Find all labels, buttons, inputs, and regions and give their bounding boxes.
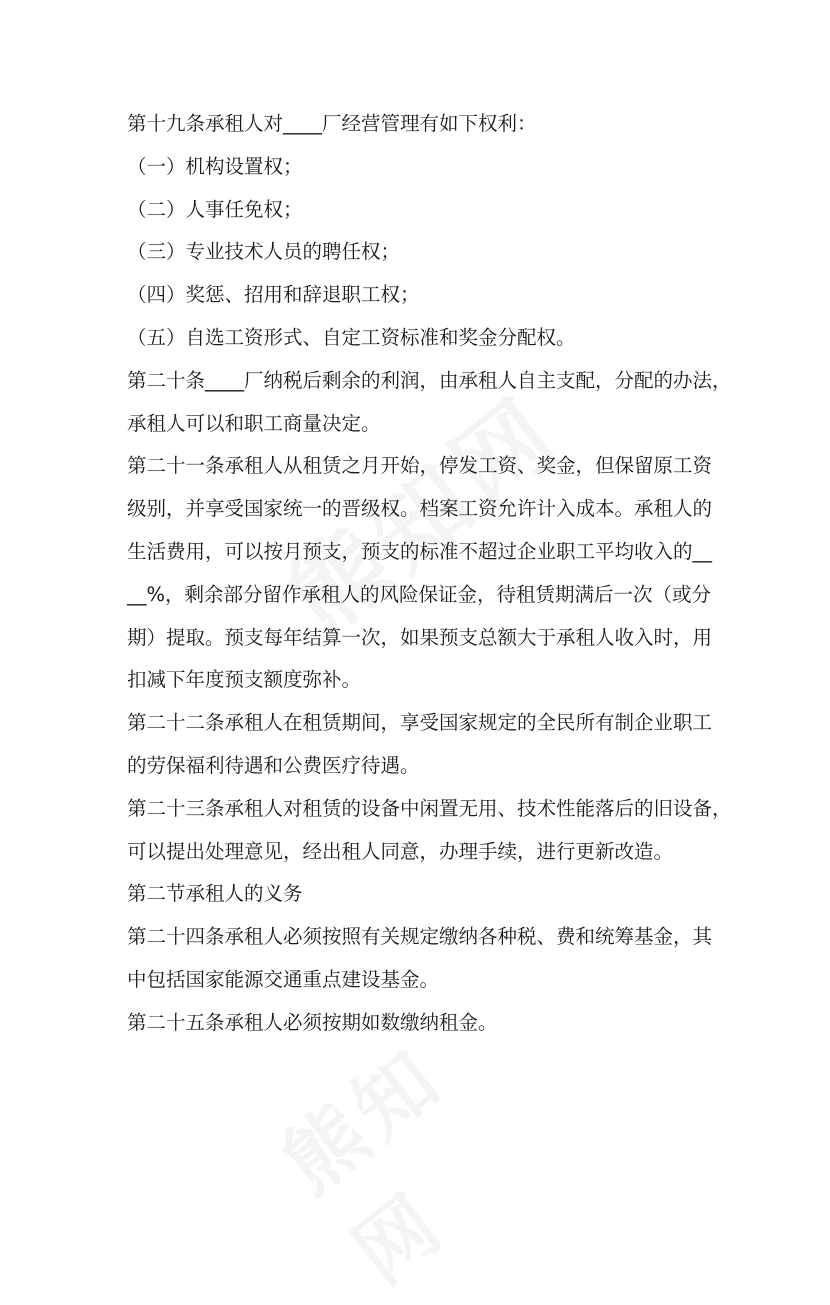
section-heading: 第二节承租人的义务	[127, 882, 303, 906]
article-21-line: 生活费用，可以按月预支，预支的标准不超过企业职工平均收入的__	[127, 539, 713, 563]
list-item: （一）机构设置权；	[127, 154, 303, 178]
article-21-line: __%，剩余部分留作承租人的风险保证金，待租赁期满后一次（或分	[127, 582, 712, 606]
article-21-line: 级别，并享受国家统一的晋级权。档案工资允许计入成本。承租人的	[127, 497, 713, 521]
article-23-line: 第二十三条承租人对租赁的设备中闲置无用、技术性能落后的旧设备，	[127, 796, 732, 820]
article-24-line: 第二十四条承租人必须按照有关规定缴纳各种税、费和统筹基金，其	[127, 925, 713, 949]
article-24-line: 中包括国家能源交通重点建设基金。	[127, 967, 440, 991]
list-item: （三）专业技术人员的聘任权；	[127, 240, 401, 264]
article-22-line: 的劳保福利待遇和公费医疗待遇。	[127, 753, 420, 777]
article-22-line: 第二十二条承租人在租赁期间，享受国家规定的全民所有制企业职工	[127, 711, 713, 735]
list-item: （五）自选工资形式、自定工资标准和奖金分配权。	[127, 325, 576, 349]
article-20-line: 第二十条____厂纳税后剩余的利润，由承租人自主支配，分配的办法，	[127, 368, 732, 392]
article-19-heading: 第十九条承租人对____厂经营管理有如下权利：	[127, 112, 537, 135]
article-25-line: 第二十五条承租人必须按期如数缴纳租金。	[127, 1010, 498, 1034]
article-23-line: 可以提出处理意见，经出租人同意，办理手续，进行更新改造。	[127, 839, 674, 863]
list-item: （二）人事任免权；	[127, 197, 303, 221]
list-item: （四）奖惩、招用和辞退职工权；	[127, 283, 420, 307]
article-21-line: 期）提取。预支每年结算一次，如果预支总额大于承租人收入时，用	[127, 625, 713, 649]
article-21-line: 第二十一条承租人从租赁之月开始，停发工资、奖金，但保留原工资	[127, 454, 713, 478]
article-21-line: 扣减下年度预支额度弥补。	[127, 668, 362, 692]
article-20-line: 承租人可以和职工商量决定。	[127, 411, 381, 435]
document-body	[127, 103, 732, 1045]
